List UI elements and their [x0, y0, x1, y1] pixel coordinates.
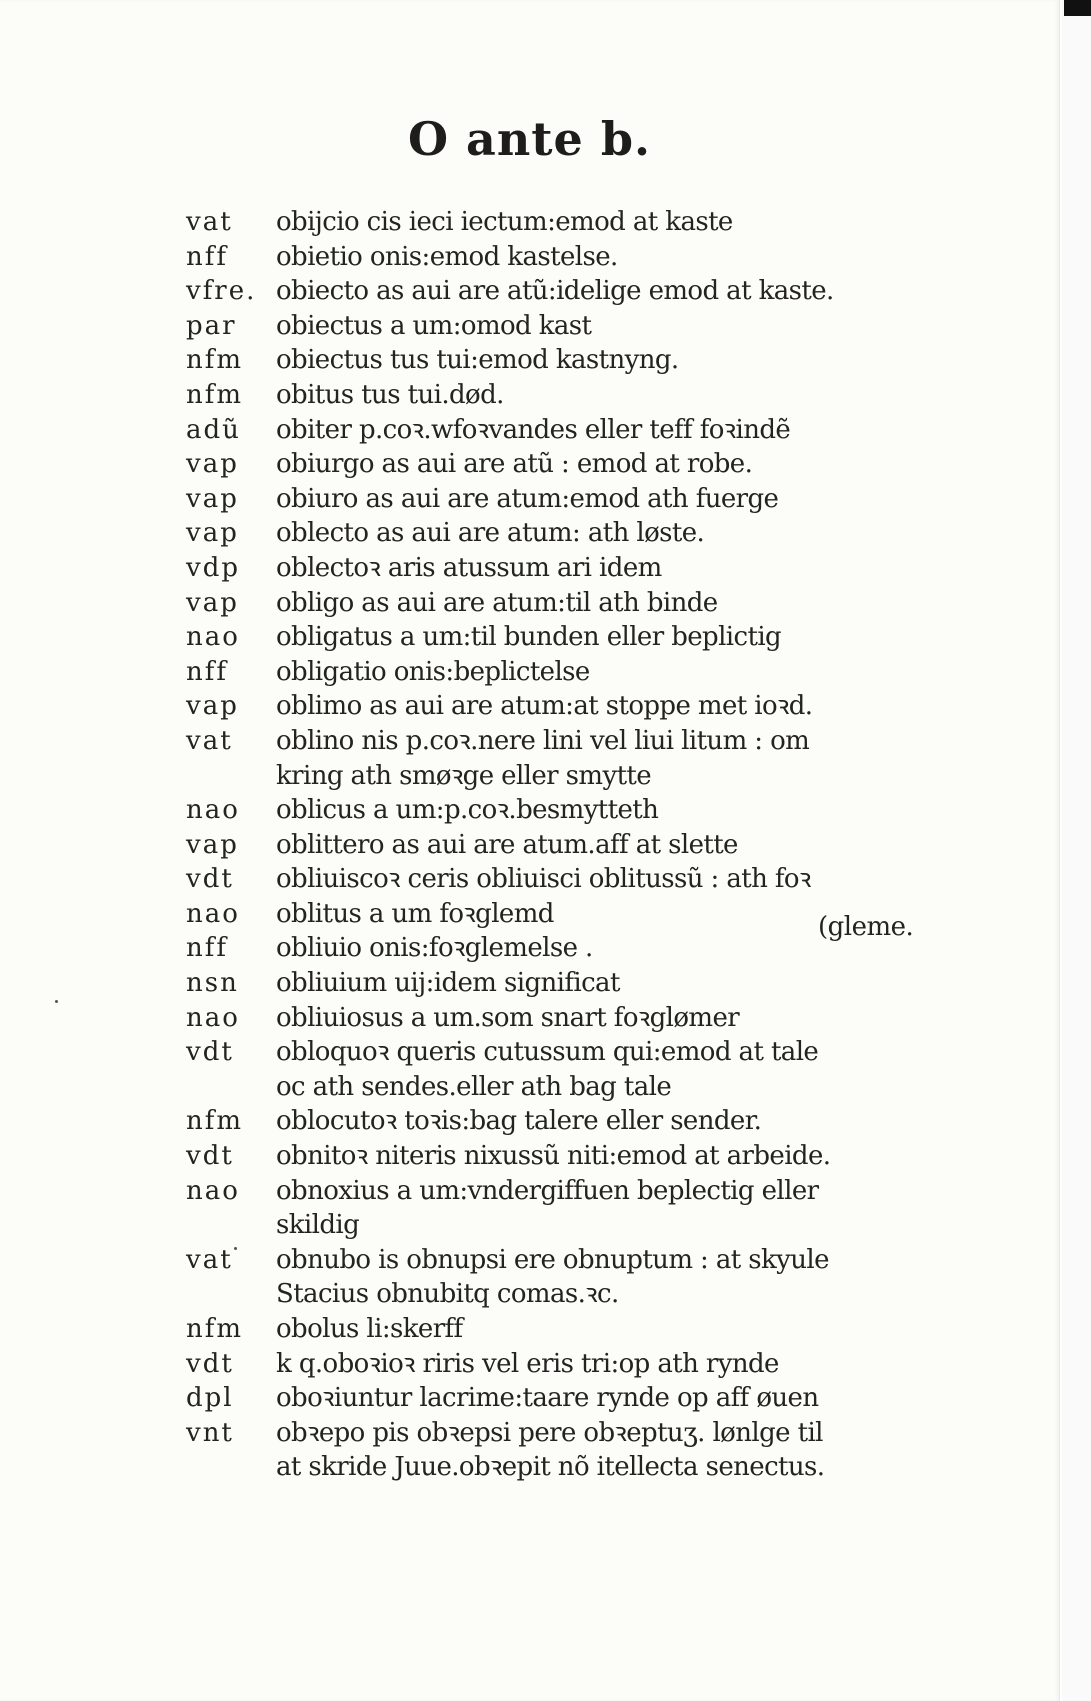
entry-text: obliuiosus a um.som snart foꝛglømer — [276, 1002, 740, 1033]
entry-text: obolus li:skerff — [276, 1314, 463, 1344]
dictionary-entry — [186, 447, 946, 482]
grammar-code: nao — [186, 795, 240, 826]
grammar-code: vap — [186, 449, 239, 480]
dictionary-entry — [186, 378, 946, 413]
entry-text: oblitus a um foꝛglemd — [276, 898, 554, 929]
entry-text: obligatus a um:til bunden eller beplictig — [276, 622, 782, 653]
entry-text: obꝛepo pis obꝛepsi pere obꝛeptuʒ. lønlge til — [276, 1417, 823, 1448]
dictionary-entry — [186, 1104, 946, 1139]
entry-text: at skride Juue.obꝛepit nõ itellecta senectus. — [276, 1452, 825, 1483]
grammar-code: vdt — [186, 1141, 234, 1172]
dictionary-entry — [186, 1347, 946, 1382]
grammar-code: vat — [186, 207, 233, 237]
entry-text: obliuium uij:idem significat — [276, 968, 620, 999]
dictionary-entry — [186, 1001, 946, 1036]
grammar-code: vdp — [186, 552, 240, 583]
dictionary-entry — [186, 1277, 946, 1312]
dictionary-entry — [186, 862, 946, 897]
grammar-code: nff — [186, 241, 228, 272]
grammar-code: vap — [186, 691, 239, 722]
entry-text: skildig — [276, 1210, 360, 1241]
grammar-code: vap — [186, 518, 239, 549]
grammar-code: nao — [186, 622, 240, 653]
entry-text: obitus tus tui.død. — [276, 379, 504, 410]
entry-text: obiter p.coꝛ.wfoꝛvandes eller teff foꝛindẽ — [276, 414, 791, 445]
dictionary-entry — [186, 586, 946, 621]
entry-text: obligo as aui are atum:til ath binde — [276, 587, 718, 618]
entry-text: oblocutoꝛ toꝛis:bag talere eller sender. — [276, 1106, 762, 1137]
dictionary-entry — [186, 1174, 946, 1209]
dictionary-entry — [186, 1416, 946, 1451]
dictionary-entry — [186, 482, 946, 517]
margin-note-gleme: (gleme. — [818, 912, 914, 942]
grammar-code: vap — [186, 829, 239, 860]
grammar-code: nao — [186, 1175, 240, 1206]
grammar-code: vfre. — [186, 276, 257, 307]
dictionary-entry — [186, 343, 946, 378]
stray-dot — [234, 1247, 237, 1250]
dictionary-entry — [186, 1035, 946, 1070]
page-heading: O ante b. — [407, 112, 652, 166]
entry-text: obiectus tus tui:emod kastnyng. — [276, 345, 679, 376]
grammar-code: nfm — [186, 345, 244, 376]
grammar-code: vdt — [186, 1348, 234, 1379]
entry-text: obnubo is obnupsi ere obnuptum : at skyule — [276, 1244, 829, 1275]
grammar-code: vap — [186, 587, 239, 618]
dictionary-entries — [186, 205, 946, 1485]
scan-edge — [1062, 0, 1091, 1701]
grammar-code: vap — [186, 483, 239, 514]
entry-text: obiectus a um:omod kast — [276, 310, 592, 341]
dictionary-entry — [186, 274, 946, 309]
dictionary-entry — [186, 1312, 946, 1347]
entry-text: oblino nis p.coꝛ.nere lini vel liui litum : om — [276, 725, 810, 756]
dictionary-entry — [186, 966, 946, 1001]
grammar-code: nfm — [186, 379, 244, 410]
grammar-code: vat — [186, 725, 233, 756]
grammar-code: nff — [186, 933, 228, 964]
dictionary-entry — [186, 1208, 946, 1243]
entry-text: obligatio onis:beplictelse — [276, 656, 590, 687]
grammar-code: nao — [186, 898, 240, 929]
entry-text: oblecto as aui are atum: ath løste. — [276, 518, 705, 549]
dictionary-entry — [186, 828, 946, 863]
grammar-code: nfm — [186, 1314, 244, 1344]
dictionary-entry — [186, 205, 946, 240]
entry-text: obliuiscoꝛ ceris obliuisci oblitussũ : ath foꝛ — [276, 864, 811, 895]
dictionary-entry — [186, 1243, 946, 1278]
grammar-code: nao — [186, 1002, 240, 1033]
entry-text: oc ath sendes.eller ath bag tale — [276, 1071, 672, 1102]
dictionary-entry — [186, 689, 946, 724]
entry-text: Stacius obnubitq comas.ꝛc. — [276, 1279, 619, 1310]
grammar-code: vdt — [186, 1037, 234, 1068]
dictionary-entry — [186, 551, 946, 586]
grammar-code: dpl — [186, 1383, 234, 1414]
dictionary-entry — [186, 724, 946, 759]
dictionary-entry — [186, 240, 946, 275]
entry-text: obiecto as aui are atũ:idelige emod at kaste. — [276, 276, 834, 307]
dictionary-entry — [186, 655, 946, 690]
dictionary-entry — [186, 516, 946, 551]
grammar-code: par — [186, 310, 237, 341]
dictionary-entry — [186, 620, 946, 655]
grammar-code: nff — [186, 656, 228, 687]
stray-dot — [55, 1000, 58, 1003]
dictionary-entry — [186, 1070, 946, 1105]
grammar-code: adũ — [186, 414, 241, 445]
entry-text: obnitoꝛ niteris nixussũ niti:emod at arbeide. — [276, 1141, 831, 1172]
entry-text: obijcio cis ieci iectum:emod at kaste — [276, 207, 733, 237]
dictionary-entry — [186, 309, 946, 344]
entry-text: obloquoꝛ queris cutussum qui:emod at tale — [276, 1037, 819, 1068]
dictionary-entry — [186, 1381, 946, 1416]
entry-text: oboꝛiuntur lacrime:taare rynde op aff øuen — [276, 1383, 819, 1414]
entry-text: oblimo as aui are atum:at stoppe met ioꝛd. — [276, 691, 813, 722]
entry-text: oblectoꝛ aris atussum ari idem — [276, 552, 662, 583]
entry-text: oblicus a um:p.coꝛ.besmytteth — [276, 795, 659, 826]
entry-text: oblittero as aui are atum.aff at slette — [276, 829, 738, 860]
entry-text: k q.oboꝛioꝛ riris vel eris tri:op ath rynde — [276, 1348, 779, 1379]
entry-text: kring ath smøꝛge eller smytte — [276, 760, 652, 791]
entry-text: obietio onis:emod kastelse. — [276, 241, 618, 272]
grammar-code: nfm — [186, 1106, 244, 1137]
dictionary-entry — [186, 1450, 946, 1485]
entry-text: obnoxius a um:vndergiffuen beplectig eller — [276, 1175, 819, 1206]
entry-text: obiurgo as aui are atũ : emod at robe. — [276, 449, 753, 480]
scan-corner-mark — [1064, 0, 1091, 16]
entry-text: obiuro as aui are atum:emod ath fuerge — [276, 483, 779, 514]
dictionary-entry — [186, 1139, 946, 1174]
dictionary-entry — [186, 759, 946, 794]
dictionary-entry — [186, 793, 946, 828]
grammar-code: vnt — [186, 1417, 234, 1448]
grammar-code: nsn — [186, 968, 239, 999]
entry-text: obliuio onis:foꝛglemelse . — [276, 933, 593, 964]
dictionary-entry — [186, 413, 946, 448]
grammar-code: vat — [186, 1244, 233, 1275]
grammar-code: vdt — [186, 864, 234, 895]
